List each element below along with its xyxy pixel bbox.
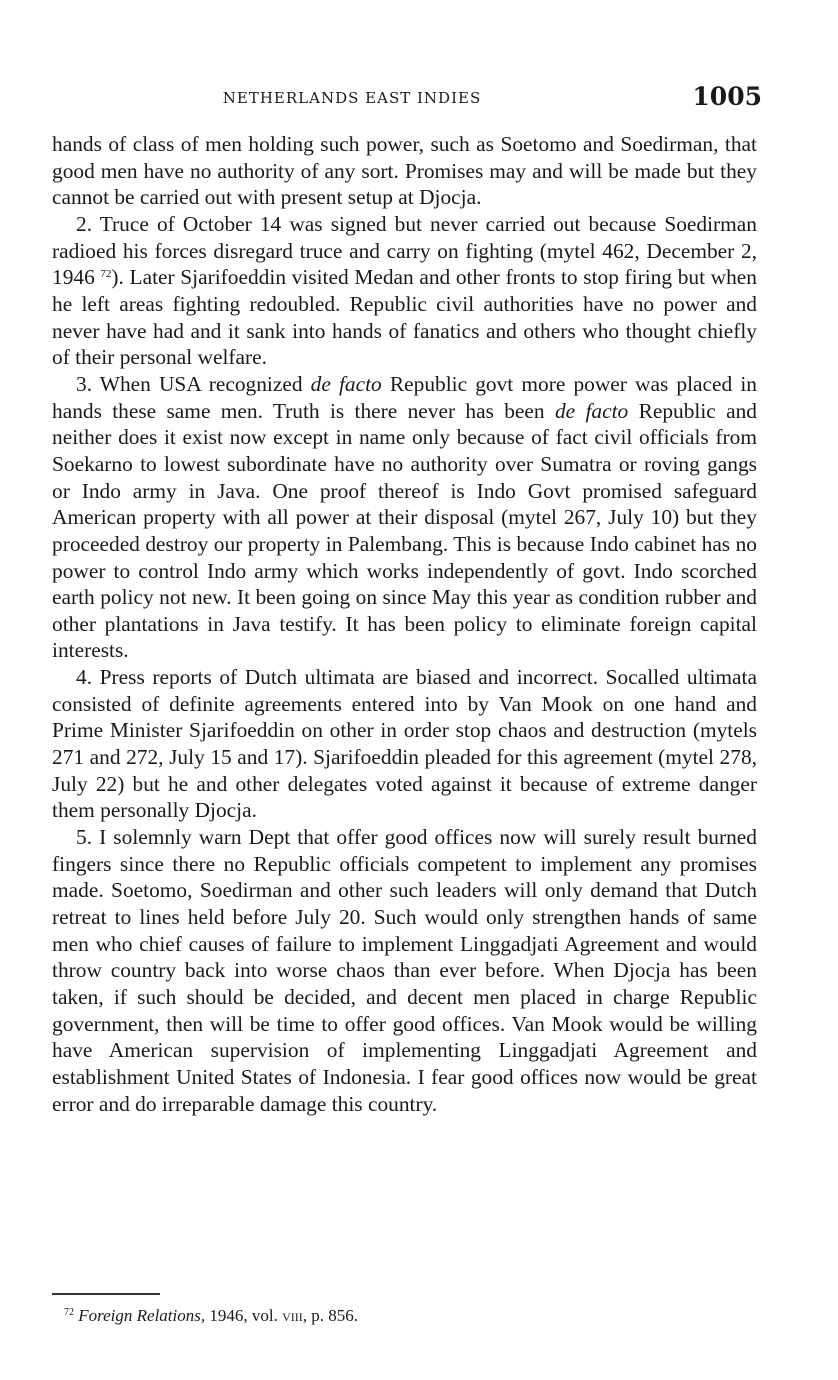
- footnote-volume: viii: [282, 1306, 303, 1325]
- paragraph-text: Republic and neither does it exist now except in name only because of fact civil officials from Soekarno to lowest subordinate have no authority over Sumatra or roving gangs or Indo army in Java. One proof thereof is Indo Govt promised safeguard American property with all power at their disposal (mytel 267, July 10) but they proceeded destroy our property in Palembang. This is because Indo cabinet has no power to control Indo army which works independently of govt. Indo scorched earth policy not new. It been going on since May this year as condition rubber and other plantations in Java testify. It has been policy to eliminate foreign capital interests.: [52, 398, 757, 663]
- paragraph-text: 3. When USA recognized: [76, 371, 303, 396]
- page-number: 1005: [692, 82, 762, 111]
- paragraph-4: 4. Press reports of Dutch ultimata are biased and incorrect. Socalled ultimata consisted of definite agreements entered into by Van Mook on one hand and Prime Minister Sjarifoeddin on other in order stop chaos and destruction (mytels 271 and 272, July 15 and 17). Sjarifoeddin pleaded for this agreement (mytel 278, July 22) but he and other delegates voted against it because of extreme danger them personally Djocja.: [52, 665, 757, 823]
- footnote-marker: 72: [64, 1307, 74, 1318]
- running-head: [52, 84, 762, 114]
- footnote-page: , p. 856.: [302, 1306, 358, 1325]
- paragraph-3: [52, 371, 757, 664]
- paragraph-5: 5. I solemnly warn Dept that offer good offices now will surely result burned fingers since there no Republic officials competent to implement any promises made. Soetomo, Soedirman and other such leaders will only demand that Dutch retreat to lines held before July 20. Such would only strengthen hands of same men who chief causes of failure to implement Linggadjati Agreement and would throw country back into worse chaos than ever before. When Djocja has been taken, if such should be decided, and decent men placed in charge Republic government, then will be time to offer good offices. Van Mook would be willing have American supervision of implementing Linggadjati Agreement and establishment United States of Indonesia. I fear good offices now would be great error and do irreparable damage this country.: [52, 825, 757, 1116]
- footnote-source: Foreign Relations,: [78, 1306, 206, 1325]
- paragraph-text: ). Later Sjarifoeddin visited Medan and other fronts to stop firing but when he left areas fighting redoubled. Republic civil authorities have no power and never have had and it sank into hands of fanatics and others who thought chiefly of their personal welfare.: [52, 265, 757, 370]
- paragraph-2: [52, 211, 757, 371]
- italic-term: de facto: [554, 398, 629, 423]
- footnote-divider: [52, 1293, 160, 1295]
- footnote-reference[interactable]: 72: [100, 268, 112, 281]
- running-title: NETHERLANDS EAST INDIES: [222, 89, 482, 107]
- footnote: [64, 1306, 754, 1326]
- paragraph-text: 2. Truce of October 14 was signed but never carried out because Soedirman radioed his forces disregard truce and carry on fighting (mytel 462, December 2, 1946: [52, 211, 757, 290]
- italic-term: de facto: [310, 371, 382, 396]
- body-text: [52, 131, 757, 1117]
- footnote-year: 1946, vol.: [209, 1306, 278, 1325]
- paragraph-text: Republic govt more power was placed in hands these same men. Truth is there never has been: [52, 371, 757, 423]
- paragraph-continuation: hands of class of men holding such power, such as Soetomo and Soedirman, that good men have no authority of any sort. Promises may and will be made but they cannot be carried out with present setup at Djocja.: [52, 132, 757, 210]
